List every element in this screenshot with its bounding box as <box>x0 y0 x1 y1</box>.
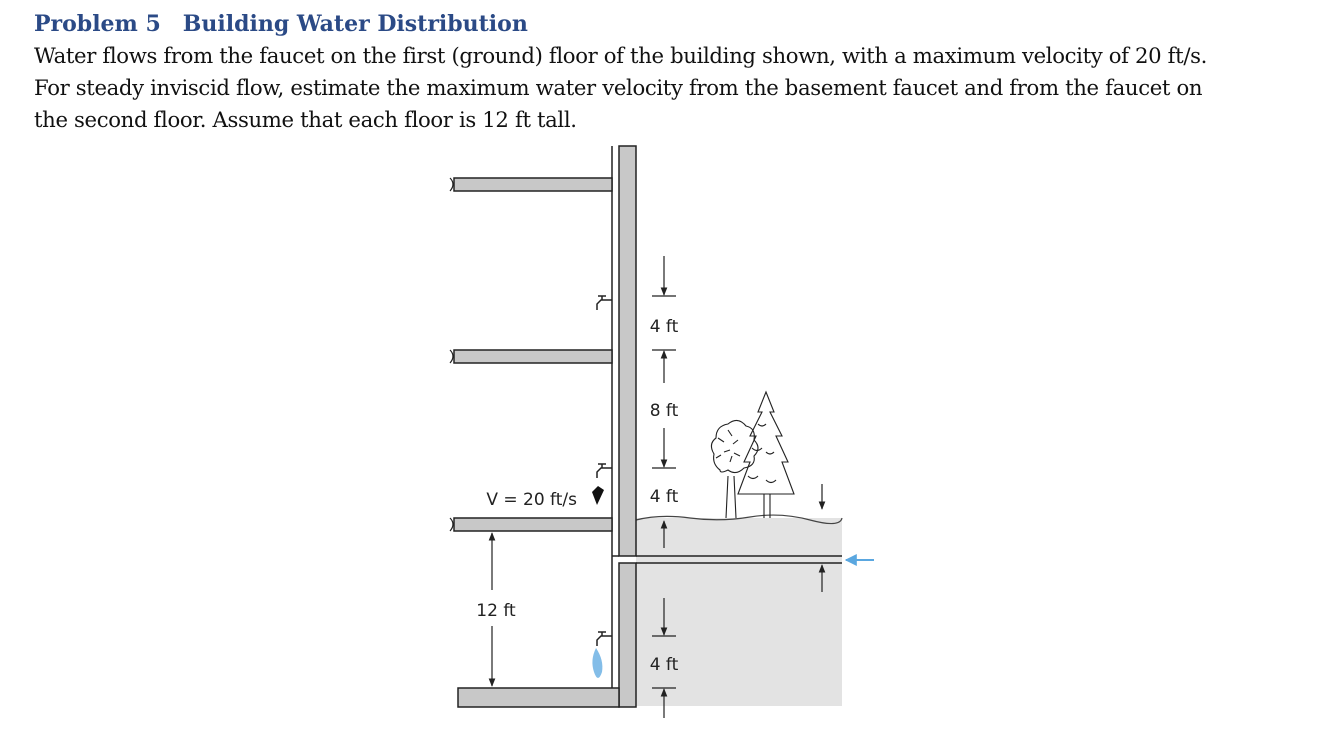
water-arrow-first-floor <box>592 486 604 505</box>
problem-title: Building Water Distribution <box>182 11 528 37</box>
floor-third <box>454 178 612 191</box>
exterior-wall-upper <box>619 146 636 556</box>
dim-label-4ft-basement: 4 ft <box>649 655 679 675</box>
water-stream-basement <box>592 648 602 678</box>
dim-label-4ft-upper: 4 ft <box>649 317 679 337</box>
problem-line-1: Water flows from the faucet on the first (ground) floor of the building shown, with a maximum velocity of 20 ft/s. <box>34 43 1208 68</box>
velocity-label: V = 20 ft/s <box>486 490 577 510</box>
problem-line-2: For steady inviscid flow, estimate the maximum water velocity from the basement faucet and from the faucet on <box>34 75 1203 100</box>
problem-line-3: the second floor. Assume that each floor is 12 ft tall. <box>34 107 577 132</box>
dim-label-8ft: 8 ft <box>649 401 679 421</box>
floor-height-label: 12 ft <box>476 601 516 621</box>
floor-first <box>454 518 612 531</box>
dim-label-4ft-ground: 4 ft <box>649 487 679 507</box>
ground-fill <box>636 518 842 706</box>
faucet-first-floor <box>597 464 612 478</box>
exterior-wall-lower <box>619 563 636 707</box>
pine-tree <box>738 392 794 518</box>
break-mark <box>450 178 453 191</box>
floor-basement <box>458 688 619 707</box>
faucet-second-floor <box>597 296 612 310</box>
faucet-basement <box>597 632 612 646</box>
break-mark <box>450 518 453 531</box>
break-mark <box>450 350 453 363</box>
problem-number: Problem 5 <box>34 11 161 37</box>
floor-second <box>454 350 612 363</box>
